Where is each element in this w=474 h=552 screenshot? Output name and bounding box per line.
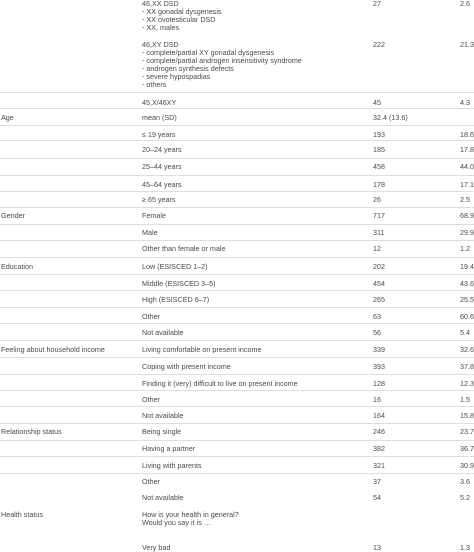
row-divider bbox=[0, 307, 474, 308]
subgroup-label: mean (SD) bbox=[142, 113, 177, 122]
subgroup-label: Would you say it is … bbox=[142, 517, 211, 527]
percent-value: 2.6 bbox=[460, 0, 470, 8]
subgroup-label: - XX gonadal dysgenesis bbox=[142, 6, 222, 16]
count-value: 27 bbox=[373, 0, 381, 8]
count-value: 311 bbox=[373, 228, 385, 237]
row-divider bbox=[0, 140, 474, 141]
percent-value: 43.6 bbox=[460, 279, 474, 288]
subgroup-label: - complete/partial androgen insensitivity syndrome bbox=[142, 55, 302, 65]
percent-value: 21.3 bbox=[460, 40, 474, 49]
subgroup-label: Middle (ESISCED 3–5) bbox=[142, 279, 216, 288]
subgroup-label: Coping with present income bbox=[142, 362, 231, 371]
row-divider bbox=[0, 207, 474, 208]
percent-value: 12.3 bbox=[460, 379, 474, 388]
count-value: 164 bbox=[373, 411, 385, 420]
count-value: 32.4 (13.6) bbox=[373, 113, 408, 122]
percent-value: 5.4 bbox=[460, 328, 470, 337]
subgroup-label: High (ESISCED 6–7) bbox=[142, 295, 210, 304]
subgroup-label: Having a partner bbox=[142, 444, 196, 453]
row-divider bbox=[0, 423, 474, 424]
percent-value: 32.6 bbox=[460, 345, 474, 354]
count-value: 45 bbox=[373, 98, 381, 107]
subgroup-label: Not available bbox=[142, 328, 184, 337]
count-value: 63 bbox=[373, 312, 381, 321]
row-divider bbox=[0, 274, 474, 275]
percent-value: 17.8 bbox=[460, 145, 474, 154]
category-label: Relationship status bbox=[1, 427, 62, 436]
subgroup-label: Being single bbox=[142, 427, 182, 436]
count-value: 178 bbox=[373, 180, 385, 189]
percent-value: 29.9 bbox=[460, 228, 474, 237]
subgroup-label: Male bbox=[142, 228, 158, 237]
category-label: Feeling about household income bbox=[1, 345, 105, 354]
percent-value: 23.7 bbox=[460, 427, 474, 436]
subgroup-label: Other bbox=[142, 477, 160, 486]
row-divider bbox=[0, 440, 474, 441]
percent-value: 44.0 bbox=[460, 162, 474, 171]
row-divider bbox=[0, 158, 474, 159]
count-value: 185 bbox=[373, 145, 385, 154]
percent-value: 68.9 bbox=[460, 211, 474, 220]
count-value: 26 bbox=[373, 195, 381, 204]
row-divider bbox=[0, 125, 474, 126]
count-value: 16 bbox=[373, 395, 381, 404]
count-value: 54 bbox=[373, 493, 381, 502]
percent-value: 19.4 bbox=[460, 262, 474, 271]
count-value: 12 bbox=[373, 244, 381, 253]
subgroup-label: Other bbox=[142, 312, 160, 321]
count-value: 321 bbox=[373, 461, 385, 470]
subgroup-label: Finding it (very) difficult to live on present income bbox=[142, 379, 298, 388]
count-value: 193 bbox=[373, 130, 385, 139]
row-divider bbox=[0, 456, 474, 457]
category-label: Age bbox=[1, 113, 14, 122]
row-divider bbox=[0, 374, 474, 375]
subgroup-label: 25–44 years bbox=[142, 162, 182, 171]
row-divider bbox=[0, 257, 474, 258]
count-value: 13 bbox=[373, 543, 381, 552]
count-value: 458 bbox=[373, 162, 385, 171]
percent-value: 37.8 bbox=[460, 362, 474, 371]
subgroup-label: 46,XY DSD bbox=[142, 40, 179, 49]
row-divider bbox=[0, 224, 474, 225]
count-value: 56 bbox=[373, 328, 381, 337]
percent-value: 1.3 bbox=[460, 543, 470, 552]
subgroup-label: 20–24 years bbox=[142, 145, 182, 154]
percent-value: 36.7 bbox=[460, 444, 474, 453]
subgroup-label: - severe hypospadias bbox=[142, 71, 211, 81]
subgroup-label: Living with parents bbox=[142, 461, 202, 470]
subgroup-label: - androgen synthesis defects bbox=[142, 63, 234, 73]
count-value: 37 bbox=[373, 477, 381, 486]
count-value: 382 bbox=[373, 444, 385, 453]
subgroup-label: How is your health in general? bbox=[142, 510, 239, 519]
subgroup-label: - others bbox=[142, 79, 167, 89]
count-value: 339 bbox=[373, 345, 385, 354]
percent-value: 5.2 bbox=[460, 493, 470, 502]
count-value: 202 bbox=[373, 262, 385, 271]
subgroup-label: Other than female or male bbox=[142, 244, 226, 253]
row-divider bbox=[0, 390, 474, 391]
percent-value: 60.6 bbox=[460, 312, 474, 321]
subgroup-label: Not available bbox=[142, 493, 184, 502]
row-divider bbox=[0, 191, 474, 192]
subgroup-label: Not available bbox=[142, 411, 184, 420]
subgroup-label: ≤ 19 years bbox=[142, 130, 176, 139]
subgroup-label: Very bad bbox=[142, 543, 171, 552]
percent-value: 17.1 bbox=[460, 180, 474, 189]
subgroup-label: Low (ESISCED 1–2) bbox=[142, 262, 208, 271]
subgroup-label: 45–64 years bbox=[142, 180, 182, 189]
percent-value: 1.5 bbox=[460, 395, 470, 404]
percent-value: 30.9 bbox=[460, 461, 474, 470]
count-value: 128 bbox=[373, 379, 385, 388]
category-label: Health status bbox=[1, 510, 43, 519]
row-divider bbox=[0, 175, 474, 176]
row-divider bbox=[0, 290, 474, 291]
count-value: 222 bbox=[373, 40, 385, 49]
subgroup-label: - XX ovotesticular DSD bbox=[142, 14, 216, 24]
count-value: 246 bbox=[373, 427, 385, 436]
percent-value: 25.5 bbox=[460, 295, 474, 304]
percent-value: 1.2 bbox=[460, 244, 470, 253]
percent-value: 3.6 bbox=[460, 477, 470, 486]
subgroup-label: 45,X/46XY bbox=[142, 98, 177, 107]
row-divider bbox=[0, 406, 474, 407]
subgroup-label: ≥ 65 years bbox=[142, 195, 176, 204]
category-label: Gender bbox=[1, 211, 25, 220]
row-divider bbox=[0, 357, 474, 358]
category-label: Education bbox=[1, 262, 33, 271]
subgroup-label: Other bbox=[142, 395, 160, 404]
percent-value: 4.3 bbox=[460, 98, 470, 107]
subgroup-label: - complete/partial XY gonadal dysgenesis bbox=[142, 47, 275, 57]
row-divider bbox=[0, 240, 474, 241]
count-value: 454 bbox=[373, 279, 385, 288]
subgroup-label: 46,XX DSD bbox=[142, 0, 179, 8]
count-value: 717 bbox=[373, 211, 385, 220]
percent-value: 2.5 bbox=[460, 195, 470, 204]
subgroup-label: Living comfortable on present income bbox=[142, 345, 262, 354]
row-divider bbox=[0, 108, 474, 109]
percent-value: 18.6 bbox=[460, 130, 474, 139]
row-divider bbox=[0, 323, 474, 324]
count-value: 265 bbox=[373, 295, 385, 304]
subgroup-label: - XX, males bbox=[142, 22, 180, 32]
percent-value: 15.8 bbox=[460, 411, 474, 420]
row-divider bbox=[0, 92, 474, 93]
row-divider bbox=[0, 340, 474, 341]
subgroup-label: Female bbox=[142, 211, 166, 220]
count-value: 393 bbox=[373, 362, 385, 371]
